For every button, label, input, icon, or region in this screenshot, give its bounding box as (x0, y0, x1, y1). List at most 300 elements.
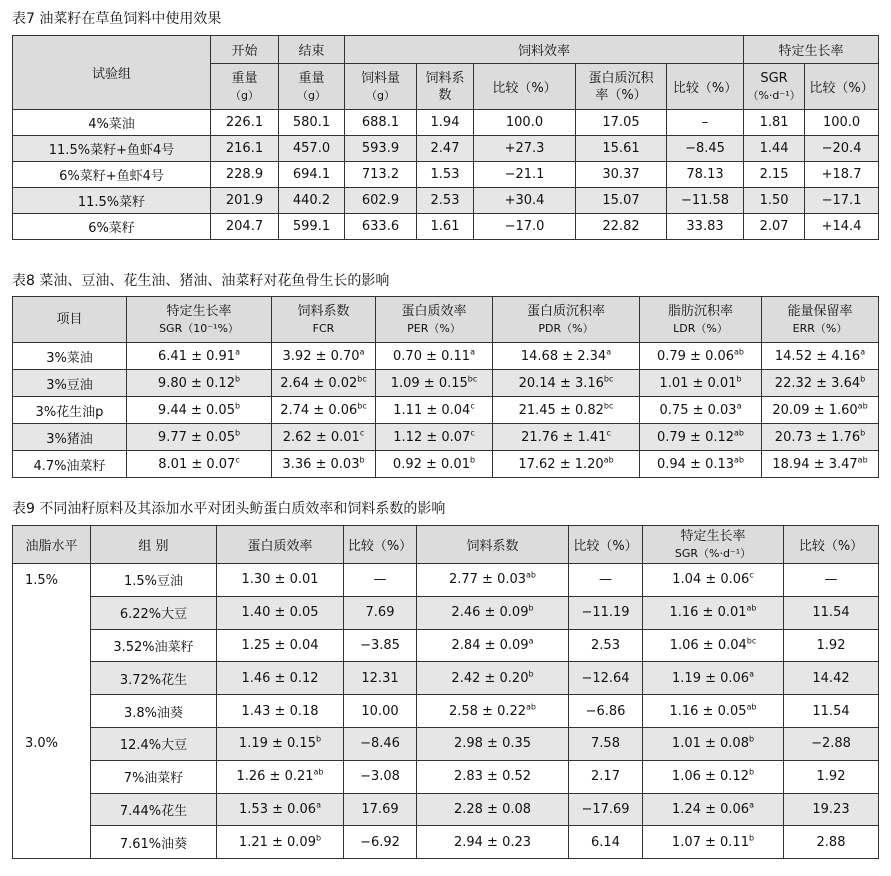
row-label: 4.7%油菜籽 (13, 451, 127, 478)
significance-letter: b (234, 401, 241, 411)
t9-h-compare-1: 比较（%） (344, 526, 417, 564)
value: 1.09 ± 0.15 (390, 375, 468, 391)
value: 8.01 ± 0.07 (158, 456, 236, 472)
table-cell (417, 596, 569, 629)
row-label: 3%菜油 (13, 343, 127, 370)
value: 1.16 ± 0.01 (669, 605, 747, 621)
table-cell (217, 629, 344, 662)
table-cell (643, 695, 784, 728)
t8-header-cell (376, 297, 493, 343)
t7-h-start: 开始 (211, 36, 279, 64)
table-cell: −11.58 (667, 188, 744, 214)
significance-letter: bc (357, 401, 367, 411)
value: 2.28 ± 0.08 (453, 801, 532, 817)
table-cell (417, 727, 569, 760)
significance-letter: a (749, 800, 754, 810)
significance-letter: a (359, 347, 365, 357)
value: 1.16 ± 0.05 (669, 703, 747, 719)
row-label: 3%豆油 (13, 370, 127, 397)
value: 3.36 ± 0.03 (282, 456, 360, 472)
table-cell: 15.07 (576, 188, 667, 214)
table-cell: −20.4 (805, 136, 879, 162)
header-title: 项目 (56, 312, 83, 327)
table-cell (376, 397, 493, 424)
table-cell (376, 370, 493, 397)
significance-letter: ab (746, 603, 757, 613)
significance-letter: ab (734, 347, 745, 357)
table-cell (417, 564, 569, 597)
t8-header-cell (13, 297, 127, 343)
table-cell: 100.0 (805, 110, 879, 136)
table-cell: 17.69 (344, 793, 417, 826)
table-row (13, 188, 879, 214)
value: 1.21 ± 0.09 (238, 834, 316, 850)
value: 1.24 ± 0.06 (672, 801, 750, 817)
row-label: 3.8%油葵 (91, 695, 217, 728)
significance-letter: bc (357, 374, 367, 384)
oil-level-cell (13, 596, 91, 629)
table-row (13, 826, 879, 859)
header-title: 脂肪沉积率 (667, 303, 733, 319)
table-cell (643, 564, 784, 597)
oil-level-cell (13, 793, 91, 826)
value: 22.32 ± 3.64 (774, 375, 861, 391)
table-cell: 1.92 (784, 760, 879, 793)
table-cell: 440.2 (279, 188, 345, 214)
row-label: 3.72%花生 (91, 662, 217, 695)
t7-h-compare-3: 比较（%） (805, 64, 879, 110)
value: 9.80 ± 0.12 (157, 375, 235, 391)
table-cell: 2.53 (569, 629, 643, 662)
t9-h-group: 组 别 (91, 526, 217, 564)
table-cell (417, 695, 569, 728)
table-cell (643, 629, 784, 662)
table-cell (643, 793, 784, 826)
significance-letter: b (860, 428, 866, 438)
table-row (13, 136, 879, 162)
table-cell: 1.50 (744, 188, 805, 214)
table-row (13, 110, 879, 136)
table-row (13, 662, 879, 695)
table7-caption: 表7 油菜籽在草鱼饲料中使用效果 (12, 11, 222, 27)
table-cell (762, 370, 879, 397)
value: 0.70 ± 0.11 (393, 348, 471, 364)
table-cell: 17.05 (576, 110, 667, 136)
value: 20.09 ± 1.60 (772, 402, 858, 418)
row-label: 7.61%油葵 (91, 826, 217, 859)
value: 2.83 ± 0.52 (453, 769, 532, 785)
value: 2.46 ± 0.09 (451, 605, 529, 621)
table9-caption: 表9 不同油籽原料及其添加水平对团头鲂蛋白质效率和饲料系数的影响 (12, 501, 446, 517)
table-cell: −8.46 (344, 727, 417, 760)
table-cell: 633.6 (345, 214, 417, 240)
value: 3.92 ± 0.70 (282, 348, 360, 364)
table-cell (417, 662, 569, 695)
table-cell (217, 662, 344, 695)
value: 0.94 ± 0.13 (656, 456, 735, 472)
table-cell: 2.53 (417, 188, 474, 214)
table-row (13, 370, 879, 397)
value: 9.44 ± 0.05 (157, 402, 235, 418)
value: 21.76 ± 1.41 (521, 429, 607, 445)
table-cell: 2.88 (784, 826, 879, 859)
significance-letter: b (736, 374, 742, 384)
table-cell (217, 826, 344, 859)
header-subtitle: PER（%） (407, 321, 461, 335)
table-cell (272, 397, 376, 424)
significance-letter: b (469, 455, 476, 465)
value: 6.41 ± 0.91 (158, 348, 236, 364)
table-row (13, 564, 879, 597)
significance-letter: c (470, 401, 475, 411)
value: 0.79 ± 0.12 (656, 429, 735, 445)
table-cell: 226.1 (211, 110, 279, 136)
row-label: 11.5%菜籽 (13, 188, 211, 214)
table-cell: −12.64 (569, 662, 643, 695)
table-cell: 2.07 (744, 214, 805, 240)
header-subtitle: SGR（10⁻¹%） (159, 321, 239, 335)
significance-letter: ab (526, 702, 537, 712)
value: 20.14 ± 3.16 (518, 375, 604, 391)
t8-header-cell (493, 297, 640, 343)
table-cell: 713.2 (345, 162, 417, 188)
header-subtitle: FCR (312, 321, 335, 335)
table-cell: 6.14 (569, 826, 643, 859)
row-label: 4%菜油 (13, 110, 211, 136)
value: 1.12 ± 0.07 (393, 429, 471, 445)
table7-header-row-1 (13, 36, 879, 64)
table-row (13, 397, 879, 424)
header-title: 蛋白质沉积率 (526, 303, 605, 319)
oil-level-cell (13, 629, 91, 662)
value: 1.26 ± 0.21 (236, 769, 314, 785)
value: 21.45 ± 0.82 (518, 402, 604, 418)
row-label: 3%猪油 (13, 424, 127, 451)
value: 1.04 ± 0.06 (672, 572, 750, 588)
row-label: 7%油菜籽 (91, 760, 217, 793)
oil-level-cell (13, 826, 91, 859)
value: 1.06 ± 0.04 (669, 637, 747, 653)
t7-h-compare-2: 比较（%） (667, 64, 744, 110)
table-cell: 1.94 (417, 110, 474, 136)
row-label: 12.4%大豆 (91, 727, 217, 760)
table-cell (417, 629, 569, 662)
oil-level-cell: 3.0% (13, 727, 91, 760)
table-cell (493, 370, 640, 397)
significance-letter: b (528, 603, 534, 613)
oil-level-cell (13, 695, 91, 728)
value: 1.07 ± 0.11 (671, 834, 749, 850)
table-cell (417, 760, 569, 793)
significance-letter: bc (467, 374, 478, 384)
significance-letter: a (316, 800, 321, 810)
t9-h-compare-2: 比较（%） (569, 526, 643, 564)
table8-header-row (13, 297, 879, 343)
table-cell: 228.9 (211, 162, 279, 188)
table-cell: 1.53 (417, 162, 474, 188)
value: 1.01 ± 0.01 (659, 375, 737, 391)
significance-letter: ab (603, 455, 614, 465)
header-subtitle: LDR（%） (673, 321, 728, 335)
table-cell: — (784, 564, 879, 597)
table-cell: 30.37 (576, 162, 667, 188)
table-cell: 78.13 (667, 162, 744, 188)
header-title: 能量保留率 (787, 303, 853, 319)
table-row (13, 629, 879, 662)
table-cell (762, 343, 879, 370)
row-label: 6%菜籽+鱼虾4号 (13, 162, 211, 188)
table-cell: 1.81 (744, 110, 805, 136)
table-cell (762, 451, 879, 478)
t9-h-per: 蛋白质效率 (217, 526, 344, 564)
table-row (13, 343, 879, 370)
significance-letter: b (528, 669, 534, 679)
table-cell: 100.0 (474, 110, 576, 136)
table-cell: 19.23 (784, 793, 879, 826)
significance-letter: ab (857, 455, 868, 465)
significance-letter: c (606, 428, 611, 438)
table-cell: — (344, 564, 417, 597)
table-cell (643, 596, 784, 629)
table9 (12, 525, 879, 859)
row-label: 6%菜籽 (13, 214, 211, 240)
oil-level-cell (13, 760, 91, 793)
t8-header-cell (762, 297, 879, 343)
table-row (13, 214, 879, 240)
table-cell (762, 397, 879, 424)
table-cell: −8.45 (667, 136, 744, 162)
table9-header-row (13, 526, 879, 564)
significance-letter: b (234, 374, 241, 384)
table-row (13, 793, 879, 826)
significance-letter: a (528, 636, 534, 646)
significance-letter: c (470, 428, 475, 438)
table-cell: 1.61 (417, 214, 474, 240)
table-cell: 2.47 (417, 136, 474, 162)
table-cell (376, 424, 493, 451)
t7-h-feed-amt: 饲料量 （g） (345, 64, 417, 110)
significance-letter: c (749, 571, 754, 581)
table-cell (127, 424, 272, 451)
table-cell (217, 564, 344, 597)
row-label: 6.22%大豆 (91, 596, 217, 629)
value: 2.84 ± 0.09 (451, 637, 529, 653)
table-cell (272, 370, 376, 397)
table-cell: 33.83 (667, 214, 744, 240)
table-row (13, 727, 879, 760)
value: 2.58 ± 0.22 (448, 703, 527, 719)
table-cell: – (667, 110, 744, 136)
significance-letter: ab (313, 767, 324, 777)
t7-h-sgr-title: 特定生长率 (744, 36, 879, 64)
table-cell (127, 397, 272, 424)
t7-h-feed-eff: 饲料效率 (345, 36, 744, 64)
table-cell: +14.4 (805, 214, 879, 240)
table-cell (217, 596, 344, 629)
table-cell: 216.1 (211, 136, 279, 162)
table-cell: 11.54 (784, 695, 879, 728)
value: 1.30 ± 0.01 (241, 572, 319, 588)
t8-header-cell (127, 297, 272, 343)
value: 2.74 ± 0.06 (280, 402, 358, 418)
value: 2.64 ± 0.02 (280, 375, 358, 391)
table-row (13, 162, 879, 188)
value: 20.73 ± 1.76 (774, 429, 861, 445)
significance-letter: c (359, 428, 365, 438)
table-cell (640, 451, 762, 478)
value: 0.79 ± 0.06 (656, 348, 735, 364)
table-cell (643, 727, 784, 760)
table-cell: 204.7 (211, 214, 279, 240)
table-cell: 7.69 (344, 596, 417, 629)
table-cell (217, 760, 344, 793)
significance-letter: b (315, 735, 322, 745)
significance-letter: b (315, 833, 322, 843)
table-cell (493, 424, 640, 451)
table-cell: 10.00 (344, 695, 417, 728)
table-cell: 593.9 (345, 136, 417, 162)
table-cell: 1.44 (744, 136, 805, 162)
table-cell (493, 397, 640, 424)
significance-letter: a (749, 669, 754, 679)
significance-letter: ab (526, 571, 537, 581)
value: 1.19 ± 0.06 (672, 670, 750, 686)
significance-letter: b (860, 374, 866, 384)
table-cell (643, 826, 784, 859)
significance-letter: c (235, 455, 240, 465)
table-cell: −6.86 (569, 695, 643, 728)
value: 1.53 ± 0.06 (239, 801, 317, 817)
t9-h-compare-3: 比较（%） (784, 526, 879, 564)
t7-h-group: 试验组 (13, 36, 211, 110)
row-label: 7.44%花生 (91, 793, 217, 826)
table-cell (417, 826, 569, 859)
significance-letter: a (235, 347, 240, 357)
table-cell: 580.1 (279, 110, 345, 136)
table-cell: 201.9 (211, 188, 279, 214)
header-subtitle: ERR（%） (792, 321, 848, 335)
table7 (12, 35, 879, 240)
value: 14.52 ± 4.16 (774, 348, 861, 364)
table-cell (643, 662, 784, 695)
table-cell: 457.0 (279, 136, 345, 162)
row-label: 1.5%豆油 (91, 564, 217, 597)
table-cell: −3.08 (344, 760, 417, 793)
t7-h-start-weight: 重量 （g） (211, 64, 279, 110)
t7-h-protein-dep: 蛋白质沉积 率（%） (576, 64, 667, 110)
table-cell: 2.17 (569, 760, 643, 793)
significance-letter: bc (603, 401, 614, 411)
oil-level-cell (13, 662, 91, 695)
table-cell: 688.1 (345, 110, 417, 136)
table-cell: −21.1 (474, 162, 576, 188)
table-cell: 14.42 (784, 662, 879, 695)
table-cell: 602.9 (345, 188, 417, 214)
row-label: 3.52%油菜籽 (91, 629, 217, 662)
significance-letter: bc (603, 374, 614, 384)
header-title: 蛋白质效率 (401, 303, 467, 319)
table-cell: −17.0 (474, 214, 576, 240)
table-cell (217, 727, 344, 760)
table8 (12, 296, 879, 478)
table-cell (217, 793, 344, 826)
significance-letter: ab (734, 428, 745, 438)
table-cell: 1.92 (784, 629, 879, 662)
value: 9.77 ± 0.05 (157, 429, 235, 445)
table-cell (493, 343, 640, 370)
header-title: 特定生长率 (166, 303, 232, 319)
table-cell (272, 424, 376, 451)
significance-letter: a (470, 347, 475, 357)
value: 0.92 ± 0.01 (392, 456, 470, 472)
table-row (13, 760, 879, 793)
table-cell: −11.19 (569, 596, 643, 629)
table-cell: 15.61 (576, 136, 667, 162)
row-label: 11.5%菜籽+鱼虾4号 (13, 136, 211, 162)
table-cell (127, 451, 272, 478)
value: 0.75 ± 0.03 (659, 402, 737, 418)
table-cell: 599.1 (279, 214, 345, 240)
significance-letter: b (748, 767, 755, 777)
table-cell: −17.1 (805, 188, 879, 214)
t8-header-cell (640, 297, 762, 343)
value: 2.42 ± 0.20 (451, 670, 529, 686)
table-cell (272, 343, 376, 370)
value: 2.98 ± 0.35 (453, 736, 532, 752)
value: 1.01 ± 0.08 (671, 736, 749, 752)
significance-letter: b (748, 833, 755, 843)
value: 1.19 ± 0.15 (238, 736, 316, 752)
table-row (13, 451, 879, 478)
table-cell (127, 370, 272, 397)
significance-letter: a (860, 347, 866, 357)
value: 1.40 ± 0.05 (241, 605, 319, 621)
table8-caption: 表8 菜油、豆油、花生油、猪油、油菜籽对花鱼骨生长的影响 (12, 273, 390, 289)
table-row (13, 424, 879, 451)
value: 2.94 ± 0.23 (453, 834, 532, 850)
table-cell: 2.15 (744, 162, 805, 188)
row-label: 3%花生油p (13, 397, 127, 424)
t9-h-fcr: 饲料系数 (417, 526, 569, 564)
table-cell: −2.88 (784, 727, 879, 760)
value: 14.68 ± 2.34 (520, 348, 607, 364)
table-cell: 11.54 (784, 596, 879, 629)
value: 18.94 ± 3.47 (772, 456, 858, 472)
table-cell: 7.58 (569, 727, 643, 760)
table-cell: 12.31 (344, 662, 417, 695)
table-cell: +30.4 (474, 188, 576, 214)
significance-letter: ab (857, 401, 868, 411)
table-cell (272, 451, 376, 478)
t9-h-level: 油脂水平 (13, 526, 91, 564)
table-cell (640, 343, 762, 370)
table-cell: +18.7 (805, 162, 879, 188)
value: 1.46 ± 0.12 (241, 670, 319, 686)
t7-h-compare-1: 比较（%） (474, 64, 576, 110)
t7-h-end: 结束 (279, 36, 345, 64)
oil-level-cell: 1.5% (13, 564, 91, 597)
table-cell (217, 695, 344, 728)
table-row (13, 695, 879, 728)
t7-h-sgr: SGR （%·d⁻¹） (744, 64, 805, 110)
table-cell: 22.82 (576, 214, 667, 240)
significance-letter: b (234, 428, 241, 438)
table-cell (640, 424, 762, 451)
value: 1.43 ± 0.18 (241, 703, 319, 719)
value: 2.62 ± 0.01 (282, 429, 360, 445)
table-cell: — (569, 564, 643, 597)
t7-h-end-weight: 重量 （g） (279, 64, 345, 110)
